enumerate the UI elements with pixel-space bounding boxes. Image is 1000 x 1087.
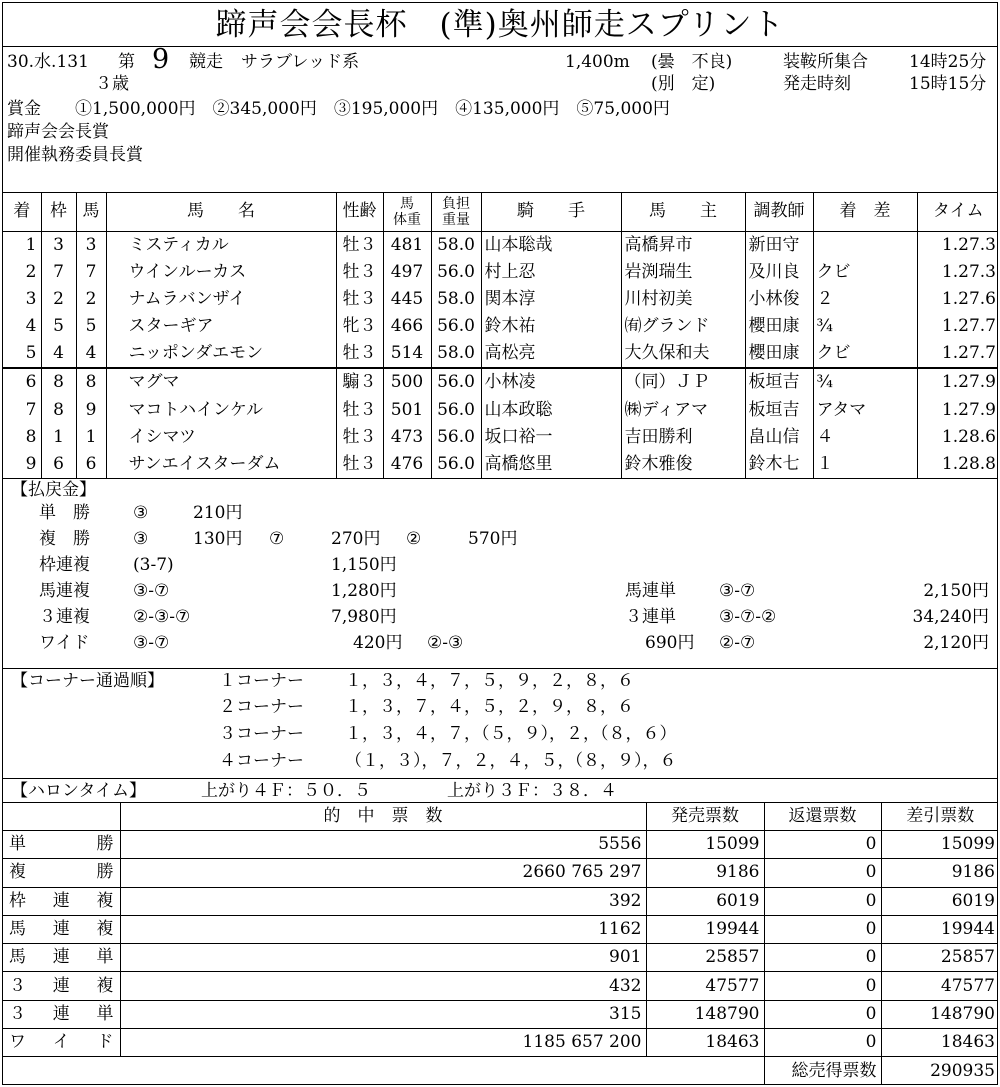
result-uma: 3 [76, 231, 106, 259]
result-uma: 8 [76, 368, 106, 396]
result-sex-age: 騸３ [336, 368, 383, 396]
result-rank: 8 [3, 424, 41, 451]
result-margin: アタマ [813, 396, 917, 423]
result-time: 1.27.6 [941, 288, 996, 309]
result-rank: 7 [3, 396, 41, 423]
fukusho-combo-2: ⑦ [269, 528, 285, 549]
result-rank: 3 [3, 286, 41, 313]
header-burden: 負担 重量 [431, 193, 481, 231]
result-burden-weight: 58.0 [431, 286, 481, 313]
sanrentan-combo: ③-⑦-② [719, 606, 777, 627]
vote-net: 25857 [881, 944, 998, 972]
vote-type-char: ド [96, 1032, 114, 1053]
race-number: 9 [152, 44, 170, 75]
header-horse: 馬 名 [106, 193, 336, 231]
result-burden-weight: 58.0 [431, 340, 481, 368]
result-owner: 川村初美 [621, 286, 745, 313]
wide-combo-2: ②-③ [427, 632, 464, 653]
result-body-weight: 473 [383, 424, 431, 451]
result-sex-age: 牡３ [336, 286, 383, 313]
result-jockey: 関本淳 [481, 286, 621, 313]
vote-type-char: 複 [9, 862, 26, 883]
weight-rule: (別 定) [651, 74, 716, 94]
result-body-weight: 476 [383, 451, 431, 479]
table-row [3, 259, 998, 286]
header-uma: 馬 [76, 193, 106, 231]
result-burden-weight: 56.0 [431, 259, 481, 286]
result-time: 1.27.7 [941, 316, 996, 337]
header-waku: 枠 [41, 193, 76, 231]
umaren-label: 馬連複 [39, 580, 90, 601]
vote-hits: 1162 [120, 915, 646, 943]
vote-type-char: 単 [9, 834, 26, 855]
results-table [3, 193, 998, 479]
wide-combo-1: ③-⑦ [133, 632, 170, 653]
votes-header-net: 差引票数 [881, 803, 998, 831]
fukusho-combo-3: ② [406, 528, 422, 549]
tansho-label: 単 勝 [39, 502, 90, 523]
award-1: 蹄声会会長賞 [7, 122, 109, 142]
vote-refund: 0 [764, 915, 881, 943]
vote-type-char: イ [52, 1032, 70, 1053]
corner-2-order: １，３，７，４，５，２，９，８，６ [345, 696, 634, 717]
vote-refund: 0 [764, 887, 881, 915]
race-title: 蹄声会会長杯 (準)奥州師走スプリント [3, 3, 997, 47]
furlong-title: 【ハロンタイム】 [11, 780, 146, 801]
vote-type-label [3, 887, 120, 915]
wide-amount-3: 2,120円 [923, 632, 989, 653]
race-result-sheet [2, 2, 998, 1085]
vote-type-char: 連 [52, 947, 70, 968]
vote-sold: 6019 [646, 887, 764, 915]
sanrentan-label: ３連単 [625, 606, 676, 627]
table-row [3, 1000, 998, 1028]
votes-header-blank [3, 803, 120, 831]
sanrenpuku-combo: ②-③-⑦ [133, 606, 191, 627]
header-weight: 馬 体重 [383, 193, 431, 231]
result-margin: ４ [813, 424, 917, 451]
race-kyoso: 競走 [189, 52, 223, 72]
result-waku: 3 [41, 231, 76, 259]
vote-refund: 0 [764, 972, 881, 1000]
vote-type-label [3, 944, 120, 972]
table-row [3, 286, 998, 313]
race-age: ３歳 [95, 74, 129, 94]
votes-header-hits: 的 中 票 数 [120, 803, 646, 831]
table-row [3, 915, 998, 943]
vote-sold: 148790 [646, 1000, 764, 1028]
vote-hits: 1185 657 200 [120, 1029, 646, 1057]
result-waku: 5 [41, 313, 76, 340]
result-margin: ¾ [813, 313, 917, 340]
table-row [3, 424, 998, 451]
result-trainer: 板垣吉 [745, 396, 813, 423]
vote-net: 6019 [881, 887, 998, 915]
vote-net: 19944 [881, 915, 998, 943]
vote-refund: 0 [764, 944, 881, 972]
result-burden-weight: 56.0 [431, 451, 481, 479]
race-breed: サラブレッド系 [241, 52, 360, 72]
race-date: 30.水.131 [7, 52, 89, 72]
last-3f: 上がり３Ｆ：３８．４ [447, 780, 617, 801]
vote-hits: 2660 765 297 [120, 859, 646, 887]
header-sexage: 性齢 [336, 193, 383, 231]
vote-hits: 901 [120, 944, 646, 972]
result-waku: 6 [41, 451, 76, 479]
table-row [3, 944, 998, 972]
umaren-combo: ③-⑦ [133, 580, 170, 601]
result-horse-name: マグマ [106, 368, 336, 396]
result-burden-weight: 56.0 [431, 368, 481, 396]
result-jockey: 坂口裕一 [481, 424, 621, 451]
gather-time: 14時25分 [909, 52, 987, 72]
corner-3-label: ３コーナー [219, 723, 304, 744]
header-rank: 着 [3, 193, 41, 231]
race-info [3, 44, 997, 193]
result-margin: クビ [813, 340, 917, 368]
vote-type-char: 連 [52, 975, 70, 996]
wakuren-combo: (3-7) [133, 554, 174, 575]
result-owner: ㈲グランド [621, 313, 745, 340]
wide-amount-1: 420円 [353, 632, 403, 653]
vote-type-char: 単 [96, 1003, 114, 1024]
vote-net: 9186 [881, 859, 998, 887]
corner-1-order: １，３，４，７，５，９，２，８，６ [345, 670, 634, 691]
vote-type-char: 枠 [9, 890, 26, 911]
wide-label: ワイド [39, 632, 90, 653]
table-row [3, 368, 998, 396]
result-jockey: 高松亮 [481, 340, 621, 368]
vote-type-char: ３ [9, 1003, 26, 1024]
result-burden-weight: 56.0 [431, 424, 481, 451]
result-burden-weight: 56.0 [431, 396, 481, 423]
result-owner: 高橋昇市 [621, 231, 745, 259]
result-horse-name: イシマツ [106, 424, 336, 451]
award-2: 開催執務委員長賞 [7, 145, 143, 165]
result-body-weight: 500 [383, 368, 431, 396]
vote-type-char: 複 [96, 890, 114, 911]
result-body-weight: 445 [383, 286, 431, 313]
result-body-weight: 514 [383, 340, 431, 368]
vote-type-char: 単 [96, 947, 114, 968]
table-row [3, 340, 998, 368]
result-trainer: 鈴木七 [745, 451, 813, 479]
result-time: 1.27.3 [941, 261, 996, 282]
umatan-amount: 2,150円 [923, 580, 989, 601]
result-jockey: 山本聡哉 [481, 231, 621, 259]
result-trainer: 畠山信 [745, 424, 813, 451]
result-time: 1.28.6 [941, 426, 996, 447]
table-row [3, 972, 998, 1000]
vote-net: 148790 [881, 1000, 998, 1028]
result-trainer: 櫻田康 [745, 313, 813, 340]
payout-title: 【払戻金】 [11, 479, 96, 500]
result-uma: 4 [76, 340, 106, 368]
result-jockey: 山本政聡 [481, 396, 621, 423]
table-row [3, 859, 998, 887]
vote-hits: 432 [120, 972, 646, 1000]
header-trainer: 調教師 [745, 193, 813, 231]
result-owner: ㈱ディアマ [621, 396, 745, 423]
result-waku: 8 [41, 368, 76, 396]
votes-header-sold: 発売票数 [646, 803, 764, 831]
payout-section [3, 479, 997, 669]
table-row [3, 451, 998, 479]
result-jockey: 高橋悠里 [481, 451, 621, 479]
table-row [3, 830, 998, 858]
table-row [3, 887, 998, 915]
vote-refund: 0 [764, 1000, 881, 1028]
vote-refund: 0 [764, 859, 881, 887]
wakuren-amount: 1,150円 [331, 554, 397, 575]
vote-sold: 47577 [646, 972, 764, 1000]
corner-3-order: １，３，４，７，（５，９），２，（８，６） [345, 723, 677, 744]
vote-net: 47577 [881, 972, 998, 1000]
result-time: 1.28.8 [917, 451, 998, 479]
header-owner: 馬 主 [621, 193, 745, 231]
total-value: 290935 [930, 1060, 995, 1081]
sanrentan-amount: 34,240円 [912, 606, 989, 627]
result-waku: 8 [41, 396, 76, 423]
result-owner: （同）ＪＰ [621, 368, 745, 396]
result-rank: 1 [3, 231, 41, 259]
results-header-row [3, 193, 998, 231]
fukusho-amount-2: 270円 [331, 528, 381, 549]
result-horse-name: ニッポンダエモン [106, 340, 336, 368]
vote-type-char: 連 [52, 919, 70, 940]
result-sex-age: 牡３ [336, 451, 383, 479]
header-time: タイム [917, 193, 998, 231]
result-jockey: 村上忍 [481, 259, 621, 286]
result-time: 1.27.9 [941, 399, 996, 420]
vote-type-char: 複 [96, 919, 114, 940]
votes-header-refund: 返還票数 [764, 803, 881, 831]
result-rank: 2 [3, 259, 41, 286]
result-margin: ２ [813, 286, 917, 313]
result-trainer: 及川良 [745, 259, 813, 286]
result-horse-name: サンエイスターダム [106, 451, 336, 479]
result-margin [813, 231, 917, 259]
result-uma: 5 [76, 313, 106, 340]
start-time: 15時15分 [909, 74, 987, 94]
result-horse-name: スターギア [106, 313, 336, 340]
vote-type-char: 勝 [96, 862, 114, 883]
result-uma: 6 [76, 451, 106, 479]
corner-title: 【コーナー通過順】 [11, 670, 164, 691]
result-sex-age: 牡３ [336, 424, 383, 451]
fukusho-label: 複 勝 [39, 528, 90, 549]
result-body-weight: 497 [383, 259, 431, 286]
fukusho-amount-1: 130円 [193, 528, 243, 549]
total-blank [120, 1057, 646, 1085]
result-trainer: 板垣吉 [745, 368, 813, 396]
vote-sold: 18463 [646, 1029, 764, 1057]
result-rank: 5 [3, 340, 41, 368]
vote-type-char: ワ [9, 1032, 26, 1053]
start-label: 発走時刻 [783, 74, 851, 94]
result-uma: 7 [76, 259, 106, 286]
table-row [3, 231, 998, 259]
result-sex-age: 牡３ [336, 231, 383, 259]
vote-type-label [3, 1029, 120, 1057]
vote-type-char: 連 [52, 1003, 70, 1024]
result-horse-name: マコトハインケル [106, 396, 336, 423]
result-burden-weight: 56.0 [431, 313, 481, 340]
result-horse-name: ウインルーカス [106, 259, 336, 286]
result-horse-name: ミスティカル [106, 231, 336, 259]
header-jockey: 騎 手 [481, 193, 621, 231]
result-owner: 鈴木雅俊 [621, 451, 745, 479]
result-trainer: 小林俊 [745, 286, 813, 313]
vote-sold: 15099 [646, 830, 764, 858]
result-margin: クビ [813, 259, 917, 286]
result-body-weight: 481 [383, 231, 431, 259]
result-waku: 7 [41, 259, 76, 286]
vote-type-char: 連 [52, 890, 70, 911]
tansho-amount: 210円 [193, 502, 243, 523]
header-margin: 着 差 [813, 193, 917, 231]
fukusho-combo-1: ③ [133, 528, 149, 549]
result-rank: 6 [3, 368, 41, 396]
result-sex-age: 牡３ [336, 396, 383, 423]
vote-sold: 9186 [646, 859, 764, 887]
result-jockey: 鈴木祐 [481, 313, 621, 340]
vote-hits: 315 [120, 1000, 646, 1028]
result-uma: 1 [76, 424, 106, 451]
total-blank [646, 1057, 764, 1085]
race-distance: 1,400m [565, 52, 630, 72]
vote-type-label [3, 972, 120, 1000]
vote-refund: 0 [764, 1029, 881, 1057]
table-row [3, 313, 998, 340]
result-body-weight: 501 [383, 396, 431, 423]
result-rank: 9 [3, 451, 41, 479]
last-4f: 上がり４Ｆ：５０．５ [201, 780, 371, 801]
vote-sold: 19944 [646, 915, 764, 943]
tansho-combo: ③ [133, 502, 149, 523]
corner-4-order: （１，３），７，２，４，５，（８，９），６ [345, 750, 677, 771]
furlong-section [3, 779, 997, 803]
vote-type-label [3, 1000, 120, 1028]
vote-type-char: 勝 [96, 834, 114, 855]
vote-type-label [3, 830, 120, 858]
result-uma: 9 [76, 396, 106, 423]
total-label: 総売得票数 [764, 1057, 881, 1085]
vote-hits: 5556 [120, 830, 646, 858]
corner-2-label: ２コーナー [219, 696, 304, 717]
result-time: 1.27.9 [941, 372, 996, 393]
result-waku: 1 [41, 424, 76, 451]
result-body-weight: 466 [383, 313, 431, 340]
corner-4-label: ４コーナー [219, 750, 304, 771]
gather-label: 装鞍所集合 [783, 52, 868, 72]
votes-header-row [3, 803, 998, 831]
vote-type-label [3, 915, 120, 943]
vote-type-char: 複 [96, 975, 114, 996]
result-waku: 2 [41, 286, 76, 313]
result-time: 1.27.7 [917, 340, 998, 368]
result-sex-age: 牡３ [336, 259, 383, 286]
result-time: 1.27.3 [941, 234, 996, 255]
vote-sold: 25857 [646, 944, 764, 972]
result-margin: ¾ [813, 368, 917, 396]
votes-table [3, 803, 998, 1085]
vote-type-char: 馬 [9, 947, 26, 968]
sanrenpuku-label: ３連複 [39, 606, 90, 627]
result-sex-age: 牡３ [336, 340, 383, 368]
wide-amount-2: 690円 [645, 632, 695, 653]
result-jockey: 小林凌 [481, 368, 621, 396]
vote-type-char: 馬 [9, 919, 26, 940]
result-trainer: 新田守 [745, 231, 813, 259]
result-waku: 4 [41, 340, 76, 368]
vote-type-label [3, 859, 120, 887]
umatan-combo: ③-⑦ [719, 580, 756, 601]
result-owner: 大久保和夫 [621, 340, 745, 368]
total-row [3, 1057, 998, 1085]
vote-refund: 0 [764, 830, 881, 858]
track-condition: (曇 不良) [651, 52, 733, 72]
corner-1-label: １コーナー [219, 670, 304, 691]
prize-money: 賞金 ①1,500,000円 ②345,000円 ③195,000円 ④135,000円 ⑤75,000円 [7, 99, 670, 119]
vote-hits: 392 [120, 887, 646, 915]
result-rank: 4 [3, 313, 41, 340]
table-row [3, 396, 998, 423]
result-owner: 吉田勝利 [621, 424, 745, 451]
fukusho-amount-3: 570円 [468, 528, 518, 549]
umaren-amount: 1,280円 [331, 580, 397, 601]
result-burden-weight: 58.0 [431, 231, 481, 259]
result-uma: 2 [76, 286, 106, 313]
result-margin: １ [813, 451, 917, 479]
vote-net: 18463 [881, 1029, 998, 1057]
result-sex-age: 牝３ [336, 313, 383, 340]
result-horse-name: ナムラバンザイ [106, 286, 336, 313]
sanrenpuku-amount: 7,980円 [331, 606, 397, 627]
wakuren-label: 枠連複 [39, 554, 90, 575]
race-dai: 第 [118, 52, 135, 72]
vote-net: 15099 [881, 830, 998, 858]
result-trainer: 櫻田康 [745, 340, 813, 368]
wide-combo-3: ②-⑦ [719, 632, 756, 653]
corner-section [3, 669, 997, 779]
vote-type-char: ３ [9, 975, 26, 996]
result-owner: 岩渕瑞生 [621, 259, 745, 286]
total-blank [3, 1057, 120, 1085]
umatan-label: 馬連単 [625, 580, 676, 601]
table-row [3, 1029, 998, 1057]
